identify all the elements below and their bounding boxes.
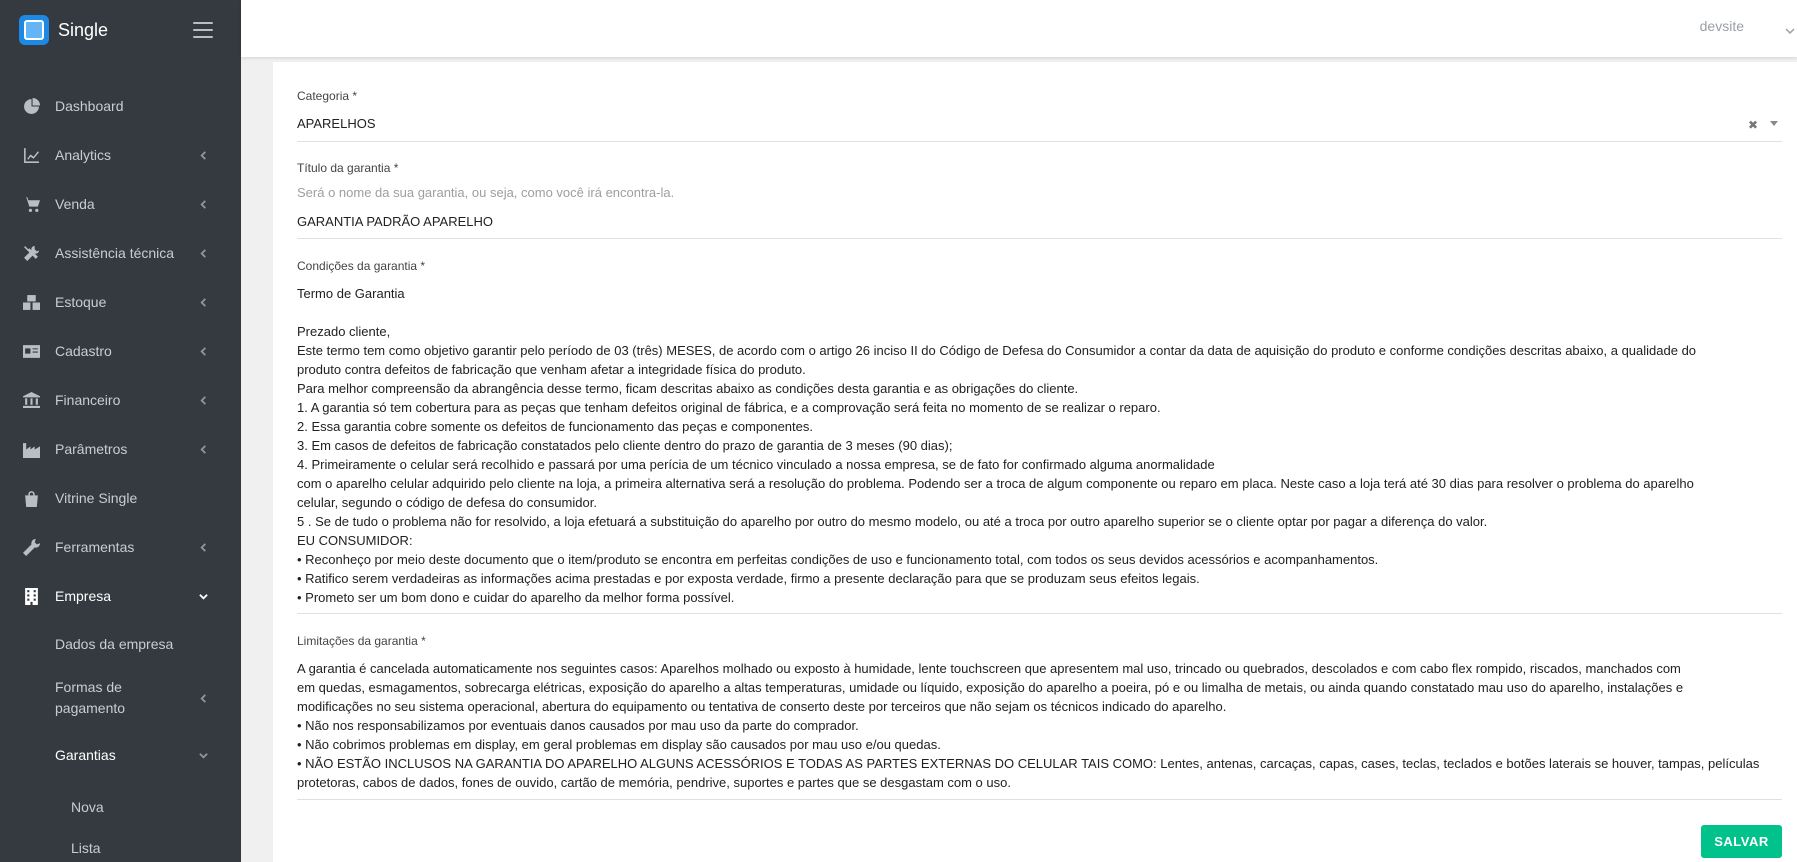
sidebar-item-label: Ferramentas (55, 539, 135, 555)
sidebar-item-label: Vitrine Single (55, 490, 138, 506)
sidebar-item-empresa[interactable] (0, 576, 241, 616)
sidebar-item-ferramentas[interactable] (0, 527, 241, 567)
sidebar-item-label: Venda (55, 196, 95, 212)
chevron-left-icon (198, 297, 208, 307)
sidebar (0, 0, 241, 862)
shopping-bag-icon (22, 489, 40, 507)
categoria-select[interactable]: APARELHOS (297, 116, 376, 131)
limitacoes-textarea[interactable]: A garantia é cancelada automaticamente nos seguintes casos: Aparelhos molhado ou exposto à humidade, lente touchscreen que apresentem mal uso, trincado ou quebrados, descolados e com cabo flex rompido, riscados, manchados com em quedas, esmagamentos, sobrecarga elétricas, exposição do aparelho a altas temperaturas, umidade ou líquido, exposição do aparelho a poeira, pó e ou limalha de metais, ou ainda quando constatado mau uso do aparelho, instalações e modificações no seu sistema operacional, abertura do equipamento ou tentativa de conserto deste por terceiros que não sejam os técnicos indicado do aparelho. • Não nos responsabilizamos por eventuais danos causados por mau uso da parte do comprador. • Não cobrimos problemas em display, em geral problemas em display são causados por mau uso e/ou quedas. • NÃO ESTÃO INCLUSOS NA GARANTIA DO APARELHO ALGUNS ACESSÓRIOS E TODAS AS PARTES EXTERNAS DO CELULAR TAIS COMO: Lentes, antenas, carcaças, capas, cases, teclas, teclados e botões laterais se houver, tampas, películas protetoras, cabos de dados, fones de ouvido, cartão de memória, pendrive, suportes e partes que se desgastam com o uso. (297, 661, 1760, 790)
sidebar-item-label: Analytics (55, 147, 112, 163)
brand-logo-icon (19, 15, 49, 45)
sidebar-item-label: Dashboard (55, 98, 124, 114)
sidebar-item-label: Empresa (55, 588, 112, 604)
sidebar-item-cadastro[interactable] (0, 331, 241, 371)
sidebar-item-estoque[interactable] (0, 282, 241, 322)
chevron-left-icon (198, 542, 208, 552)
chevron-down-icon (198, 591, 208, 601)
user-menu[interactable]: devsite (1699, 18, 1744, 34)
titulo-input[interactable]: GARANTIA PADRÃO APARELHO (297, 214, 494, 229)
hamburger-menu-icon[interactable] (193, 22, 213, 38)
limitacoes-label: Limitações da garantia * (297, 634, 426, 648)
save-button[interactable]: SALVAR (1701, 825, 1782, 858)
chevron-left-icon (198, 693, 208, 703)
sidebar-item-nova[interactable] (0, 791, 241, 823)
chevron-left-icon (198, 444, 208, 454)
sidebar-item-label: Dados da empresa (55, 635, 174, 652)
sidebar-item-label: Nova (71, 799, 104, 815)
titulo-label: Título da garantia * (297, 161, 399, 175)
topbar (241, 0, 1797, 57)
wrench-icon (22, 538, 40, 556)
sidebar-item-dados-da-empresa[interactable] (0, 628, 241, 660)
titulo-help-text: Será o nome da sua garantia, ou seja, como você irá encontra-la. (297, 185, 675, 200)
divider (297, 613, 1782, 614)
sidebar-item-financeiro[interactable] (0, 380, 241, 420)
cart-icon (22, 195, 40, 213)
warranty-form-card (273, 62, 1797, 862)
sidebar-item-label: Assistência técnica (55, 245, 175, 261)
tools-icon (22, 244, 40, 262)
boxes-icon (22, 293, 40, 311)
id-card-icon (22, 342, 40, 360)
chevron-down-icon[interactable] (1785, 22, 1797, 32)
sidebar-item-label: Estoque (55, 294, 107, 310)
chevron-left-icon (198, 395, 208, 405)
sidebar-item-assistencia-tecnica[interactable] (0, 233, 241, 273)
sidebar-item-label: Garantias (55, 746, 116, 763)
bank-icon (22, 391, 40, 409)
chevron-down-icon (198, 750, 208, 760)
sidebar-item-label: Parâmetros (55, 441, 128, 457)
chevron-left-icon (198, 346, 208, 356)
condicoes-textarea[interactable]: Termo de Garantia Prezado cliente, Este termo tem como objetivo garantir pelo período de 03 (três) MESES, de acordo com o artigo 26 inciso II do Código de Defesa do Consumidor a contar da data de aquisição do produto e conforme condições descritas abaixo, a qualidade do produto contra defeitos de fabricação que venham afetar a integridade física do produto. Para melhor compreensão da abrangência desse termo, ficam descritas abaixo as condições desta garantia e as obrigações do cliente. 1. A garantia só tem cobertura para as peças que tenham defeitos original de fábrica, e a comprovação será feita no momento de se realizar o reparo. 2. Essa garantia cobre somente os defeitos de funcionamento das peças e componentes. 3. Em casos de defeitos de fabricação constatados pelo cliente dentro do prazo de garantia de 3 meses (90 dias); 4. Primeiramente o celular será recolhido e passará por uma perícia de um técnico vinculado a nossa empresa, se de fato for confirmado alguma anormalidade com o aparelho celular adquirido pelo cliente na loja, a primeira alternativa será a resolução do problema. Podendo ser a troca de algum componente ou reparo em placa. Neste caso a loja terá até 30 dias para resolver o problema do aparelho celular, segundo o código de defesa do consumidor. 5 . Se de tudo o problema não for resolvido, a loja efetuará a substituição do aparelho por outro do mesmo modelo, ou até a troca por outro aparelho superior se o cliente optar por pagar a diferença do valor. EU CONSUMIDOR: • Reconheço por meio deste documento que o item/produto se encontra em perfeitas condições de uso e funcionamento total, com todos os seus devidos acessórios e acompanhamentos. • Ratifico serem verdadeiras as informações acima prestadas e por exposta verdade, firmo a presente declaração para que se produzam seus efeitos legais. • Prometo ser um bom dono e cuidar do aparelho da melhor forma possível. (297, 286, 1697, 605)
sidebar-item-lista[interactable] (0, 832, 241, 862)
sidebar-item-garantias[interactable] (0, 739, 241, 771)
line-chart-icon (22, 146, 40, 164)
sidebar-item-dashboard[interactable] (0, 86, 241, 126)
chevron-left-icon (198, 150, 208, 160)
sidebar-item-formas-de-pagamento[interactable] (0, 674, 241, 722)
brand-name: Single (58, 19, 109, 40)
building-icon (22, 587, 40, 605)
dropdown-arrow-icon[interactable] (1770, 121, 1778, 126)
industry-icon (22, 440, 40, 458)
pie-chart-icon (22, 97, 40, 115)
sidebar-item-label: Lista (71, 840, 101, 856)
sidebar-item-label: Formas de pagamento (55, 679, 126, 716)
divider (297, 799, 1782, 800)
chevron-left-icon (198, 248, 208, 258)
clear-icon[interactable]: ✖ (1748, 118, 1759, 132)
sidebar-item-analytics[interactable] (0, 135, 241, 175)
sidebar-item-vitrine-single[interactable] (0, 478, 241, 518)
divider (297, 238, 1782, 239)
sidebar-item-label: Financeiro (55, 392, 121, 408)
sidebar-item-venda[interactable] (0, 184, 241, 224)
sidebar-item-label: Cadastro (55, 343, 112, 359)
categoria-label: Categoria * (297, 89, 358, 103)
divider (297, 141, 1782, 142)
sidebar-item-parametros[interactable] (0, 429, 241, 469)
condicoes-label: Condições da garantia * (297, 259, 426, 273)
chevron-left-icon (198, 199, 208, 209)
